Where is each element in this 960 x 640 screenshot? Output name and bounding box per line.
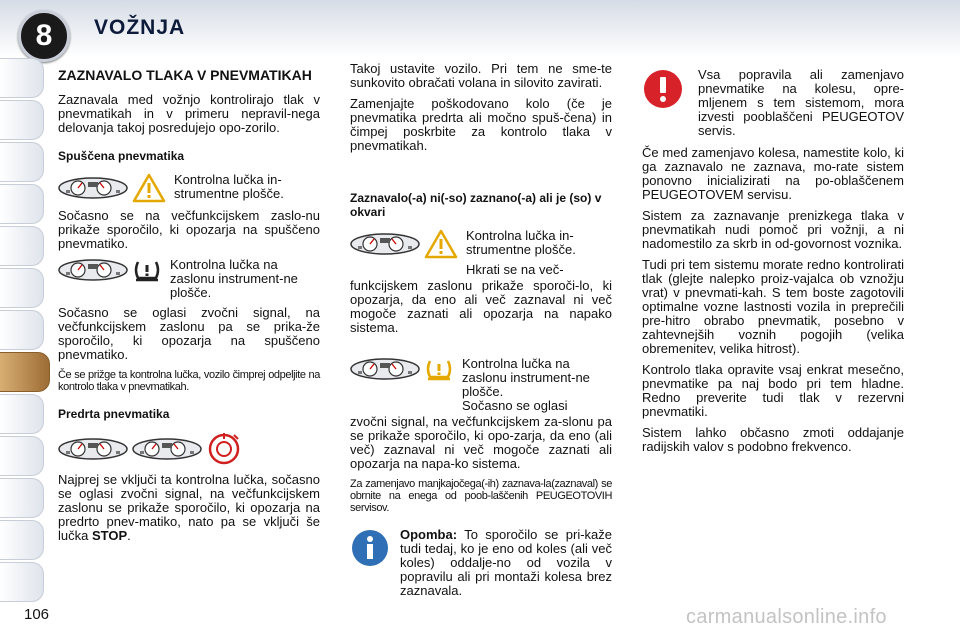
chapter-tab-6[interactable] bbox=[0, 268, 44, 308]
chapter-tab-13[interactable] bbox=[0, 562, 44, 602]
lamp-description bbox=[462, 357, 612, 413]
chapter-tab-11[interactable] bbox=[0, 478, 44, 518]
chapter-tab-2[interactable] bbox=[0, 100, 44, 140]
column-2 bbox=[350, 62, 612, 604]
paragraph bbox=[58, 473, 320, 543]
paragraph: Sistem lahko občasno zmoti oddajanje radijskih valov s podobno frekvenco. bbox=[642, 425, 904, 454]
subheading-deflated-tyre: Spuščena pnevmatika bbox=[58, 149, 185, 163]
chapter-tab-1[interactable] bbox=[0, 58, 44, 98]
paragraph: Zamenjajte poškodovano kolo (če je pnevmatika predrta ali močno spuš-čena) in čimpej poskrbite za kontrolo tlaka v pnevmatikah. bbox=[350, 96, 612, 153]
lamp-text-continued: Sočasno se oglasi bbox=[462, 398, 568, 413]
note: Za zamenjavo manjkajočega(-ih) zaznava-la(zaznaval) se obrnite na enega od poob-laščenih PEUGEOTOVIH servisov. bbox=[350, 478, 612, 514]
info-icon bbox=[350, 528, 390, 568]
chapter-tab-7[interactable] bbox=[0, 310, 44, 350]
warning-triangle-icon bbox=[424, 229, 458, 259]
sensor-lamp-row-1 bbox=[350, 229, 612, 277]
chapter-tab-4[interactable] bbox=[0, 184, 44, 224]
warning-note bbox=[642, 68, 904, 138]
instrument-panel-icon bbox=[58, 259, 128, 281]
warning-triangle-icon bbox=[132, 173, 166, 203]
exclamation-icon bbox=[642, 68, 684, 110]
paragraph: Če med zamenjavo kolesa, namestite kolo, ki ga zaznavalo ne zaznava, mo-rate sistem ponovno inicializirati na po-oblaščenem PEUGEOTOVEM servisu. bbox=[642, 145, 904, 202]
tyre-pressure-amber-icon bbox=[424, 357, 454, 381]
chapter-tab-3[interactable] bbox=[0, 142, 44, 182]
instrument-panel-icon bbox=[58, 438, 128, 460]
instrument-panel-icon bbox=[350, 233, 420, 255]
deflated-lamp-row-2 bbox=[58, 258, 320, 300]
chapter-number-badge: 8 bbox=[18, 10, 70, 62]
period: . bbox=[127, 528, 131, 543]
lamp-text-continued: Hkrati se na več- bbox=[466, 262, 564, 277]
column-3 bbox=[642, 62, 904, 461]
chapter-tabs bbox=[0, 58, 44, 604]
warning-text: Vsa popravila ali zamenjavo pnevmatike na kolesu, opre-mljenem s tem sistemom, mora izvesti pooblaščeni PEUGEOTOV servis. bbox=[698, 67, 904, 138]
column-1 bbox=[58, 62, 320, 550]
sensor-lamp-row-2 bbox=[350, 357, 612, 413]
stop-label: STOP bbox=[91, 528, 128, 543]
lamp-text: Kontrolna lučka in-strumentne plošče. bbox=[466, 228, 576, 257]
subheading-sensor-fault: Zaznavalo(-a) ni(-so) zaznano(-a) ali je (so) v okvari bbox=[350, 191, 602, 219]
page-number: 106 bbox=[24, 606, 50, 623]
lamp-description bbox=[466, 229, 612, 277]
watermark: carmanualsonline.info bbox=[686, 606, 887, 628]
section-title: ZAZNAVALO TLAKA V PNEVMATIKAH bbox=[58, 67, 312, 83]
lamp-text: Kontrolna lučka na zaslonu instrument-ne plošče. bbox=[462, 356, 590, 399]
chapter-tab-5[interactable] bbox=[0, 226, 44, 266]
paragraph: Tudi pri tem sistemu morate redno kontrolirati tlak (glejte nalepko proiz-vajalca ob vznožju vrat) v pnevmati-kah. S tem boste zagotovili optimalne vozne lastnosti vozila in preprečili pre-hitro obrabo pnevmatik, posebno v zahtevnejših voznih pogojih (velika obremenitev, velika hitrost). bbox=[642, 257, 904, 356]
chapter-tab-9[interactable] bbox=[0, 394, 44, 434]
info-label: Opomba: bbox=[400, 527, 458, 542]
chapter-tab-12[interactable] bbox=[0, 520, 44, 560]
paragraph: Kontrolo tlaka opravite vsaj enkrat mesečno, pnevmatike pa naj bodo pri tem hladne. Redno preverite tudi tlak v rezervni pnevmatiki. bbox=[642, 362, 904, 419]
lamp-description: Kontrolna lučka na zaslonu instrument-ne plošče. bbox=[170, 257, 298, 300]
instrument-panel-icon bbox=[350, 358, 420, 380]
intro-paragraph: Zaznavala med vožnjo kontrolirajo tlak v pnevmatikah in v primeru nepravil-nega delovanja takoj posredujejo opo-zorilo. bbox=[58, 92, 320, 135]
paragraph-text: Najprej se vključi ta kontrolna lučka, sočasno se oglasi zvočni signal, na večfunkcijskem zaslonu se prikaže sporočilo, ki opozarja na predrto pnev-matiko, nato pa se vključi še lučka bbox=[58, 472, 320, 543]
paragraph: Sočasno se oglasi zvočni signal, na večfunkcijskem zaslonu pa se prika-že sporočilo, ki opozarja na spuščeno pnevmatiko. bbox=[58, 305, 320, 362]
info-text bbox=[400, 528, 612, 598]
paragraph: Takoj ustavite vozilo. Pri tem ne sme-te sunkovito obračati volana in silovito zavirati. bbox=[350, 61, 612, 90]
paragraph: Sistem za zaznavanje prenizkega tlaka v pnevmatikah nudi pomoč pri vožnji, a ni nadomestilo za skrb in od-govornost voznika. bbox=[642, 208, 904, 251]
info-body: To sporočilo se pri-kaže tudi tedaj, ko je eno od koles (ali več koles) oddalje-no od vozila v popravilu ali pri montaži kolesa brez zaznavala. bbox=[400, 527, 612, 598]
chapter-tab-10[interactable] bbox=[0, 436, 44, 476]
instrument-panel-icon bbox=[58, 177, 128, 199]
info-note bbox=[350, 528, 612, 598]
instrument-panel-icon bbox=[132, 438, 202, 460]
lamp-description: Kontrolna lučka in-strumentne plošče. bbox=[174, 172, 284, 201]
paragraph: zvočni signal, na večfunkcijskem za-slonu pa se prikaže sporočilo, ki opo-zarja, da eno (ali več) zaznaval ni več mogoče zaznati ali opozarja na napa-ko sistema. bbox=[350, 414, 612, 471]
tyre-pressure-icon bbox=[132, 258, 162, 282]
paragraph: Sočasno se na večfunkcijskem zaslo-nu prikaže sporočilo, ki opozarja na spuščeno pnevmatiko. bbox=[58, 208, 320, 251]
chapter-title: VOŽNJA bbox=[94, 16, 186, 39]
subheading-punctured-tyre: Predrta pnevmatika bbox=[58, 407, 170, 421]
punctured-tyre-stop-icon bbox=[206, 431, 242, 467]
chapter-tab-8-active[interactable] bbox=[0, 352, 50, 392]
paragraph: funkcijskem zaslonu prikaže sporoči-lo, ki opozarja, da eno ali več zaznaval ni več mogoče zaznati ali opozarja na napako sistema. bbox=[350, 278, 612, 335]
deflated-lamp-row-1 bbox=[58, 173, 320, 203]
punctured-lamp-row bbox=[58, 431, 320, 467]
note: Če se prižge ta kontrolna lučka, vozilo čimprej odpeljite na kontrolo tlaka v pnevmatikah. bbox=[58, 369, 320, 393]
